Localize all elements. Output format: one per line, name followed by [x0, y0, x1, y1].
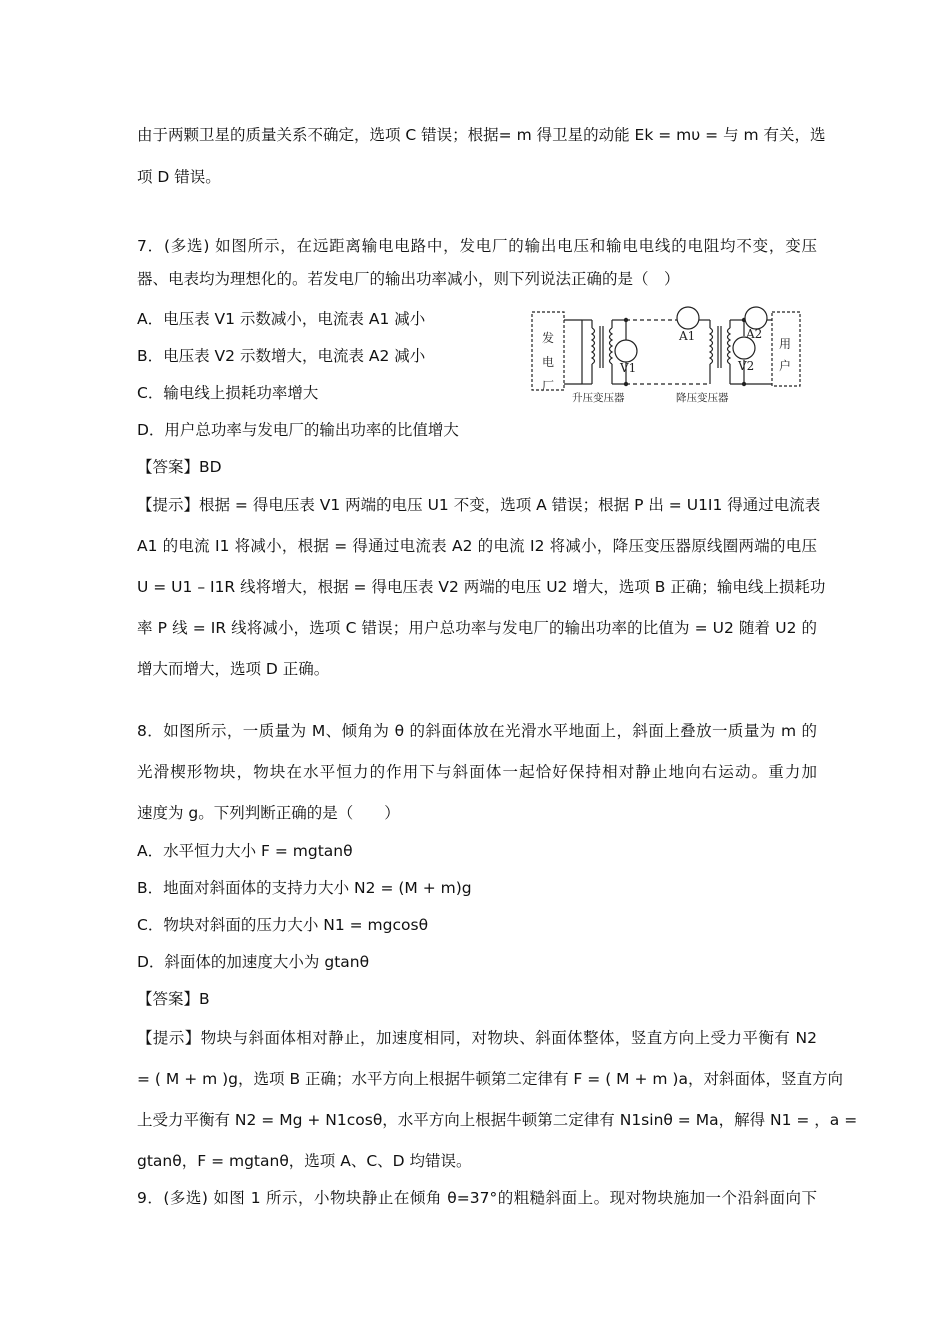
step-up-primary-coil: [592, 328, 595, 364]
v1-label: V1: [620, 361, 637, 375]
step-down-label: 降压变压器: [676, 392, 729, 404]
step-down-primary-coil: [710, 328, 713, 364]
question-8-stem: 8．如图所示，一质量为 M、倾角为 θ 的斜面体放在光滑水平地面上，斜面上叠放一质量为 m 的: [137, 722, 817, 740]
option-a: A．水平恒力大小 F = mgtanθ: [137, 842, 353, 860]
option-c: C．物块对斜面的压力大小 N1 = mgcosθ: [137, 916, 429, 934]
hint-line: 上受力平衡有 N2 = Mg + N1cosθ，水平方向上根据牛顿第二定律有 N1sinθ = Ma，解得 N1 = ，a =: [137, 1111, 858, 1129]
user-char: 户: [779, 359, 792, 373]
plant-char: 电: [542, 355, 555, 369]
a1-label: A1: [679, 329, 696, 343]
step-down-secondary-coil: [728, 328, 731, 364]
option-d: D．用户总功率与发电厂的输出功率的比值增大: [137, 421, 459, 439]
question-7-stem: 器、电表均为理想化的。若发电厂的输出功率减小，则下列说法正确的是（ ）: [137, 270, 680, 288]
option-b: B．电压表 V2 示数增大，电流表 A2 减小: [137, 347, 426, 365]
a2-label: A2: [746, 327, 763, 341]
option-b: B．地面对斜面体的支持力大小 N2 = (M + m)g: [137, 879, 472, 897]
question-7-stem: 7．(多选) 如图所示，在远距离输电电路中，发电厂的输出电压和输电电线的电阻均不变，变压: [137, 237, 817, 255]
text-line: 由于两颗卫星的质量关系不确定，选项 C 错误；根据= m 得卫星的动能 Ek = mυ = 与 m 有关，选: [137, 126, 826, 144]
hint-line: A1 的电流 I1 将减小，根据 = 得通过电流表 A2 的电流 I2 将减小，降压变压器原线圈两端的电压: [137, 537, 817, 555]
hint-line: gtanθ，F = mgtanθ，选项 A、C、D 均错误。: [137, 1152, 472, 1170]
question-8-stem: 光滑楔形物块，物块在水平恒力的作用下与斜面体一起恰好保持相对静止地向右运动。重力加: [137, 763, 817, 781]
plant-char: 发: [542, 331, 555, 345]
v2-label: V2: [738, 359, 755, 373]
option-d: D．斜面体的加速度大小为 gtanθ: [137, 953, 370, 971]
question-8-stem: 速度为 g。下列判断正确的是（ ）: [137, 804, 400, 822]
option-a: A．电压表 V1 示数减小，电流表 A1 减小: [137, 310, 426, 328]
text-line: 项 D 错误。: [137, 168, 221, 186]
hint-line: 【提示】物块与斜面体相对静止，加速度相同，对物块、斜面体整体，竖直方向上受力平衡有 N2: [137, 1029, 817, 1047]
plant-char: 厂: [542, 379, 555, 393]
answer: 【答案】B: [137, 990, 210, 1008]
user-char: 用: [779, 337, 792, 351]
transmission-circuit-diagram: [530, 300, 815, 410]
answer: 【答案】BD: [137, 458, 222, 476]
question-9-stem: 9．(多选) 如图 1 所示，小物块静止在倾角 θ=37°的粗糙斜面上。现对物块施加一个沿斜面向下: [137, 1189, 817, 1207]
hint-line: 【提示】根据 = 得电压表 V1 两端的电压 U1 不变，选项 A 错误；根据 P 出 = U1I1 得通过电流表: [137, 496, 821, 514]
option-c: C．输电线上损耗功率增大: [137, 384, 319, 402]
voltmeter-v1: [615, 340, 637, 362]
step-up-label: 升压变压器: [572, 392, 625, 404]
hint-line: = ( M + m )g，选项 B 正确；水平方向上根据牛顿第二定律有 F = ( M + m )a，对斜面体，竖直方向: [137, 1070, 843, 1088]
hint-line: 增大而增大，选项 D 正确。: [137, 660, 330, 678]
step-up-secondary-coil: [610, 328, 613, 364]
ammeter-a1: [677, 307, 699, 329]
ammeter-a2: [745, 307, 767, 329]
hint-line: U = U1 – I1R 线将增大，根据 = 得电压表 V2 两端的电压 U2 增大，选项 B 正确；输电线上损耗功: [137, 578, 826, 596]
hint-line: 率 P 线 = IR 线将减小，选项 C 错误；用户总功率与发电厂的输出功率的比值为 = U2 随着 U2 的: [137, 619, 817, 637]
